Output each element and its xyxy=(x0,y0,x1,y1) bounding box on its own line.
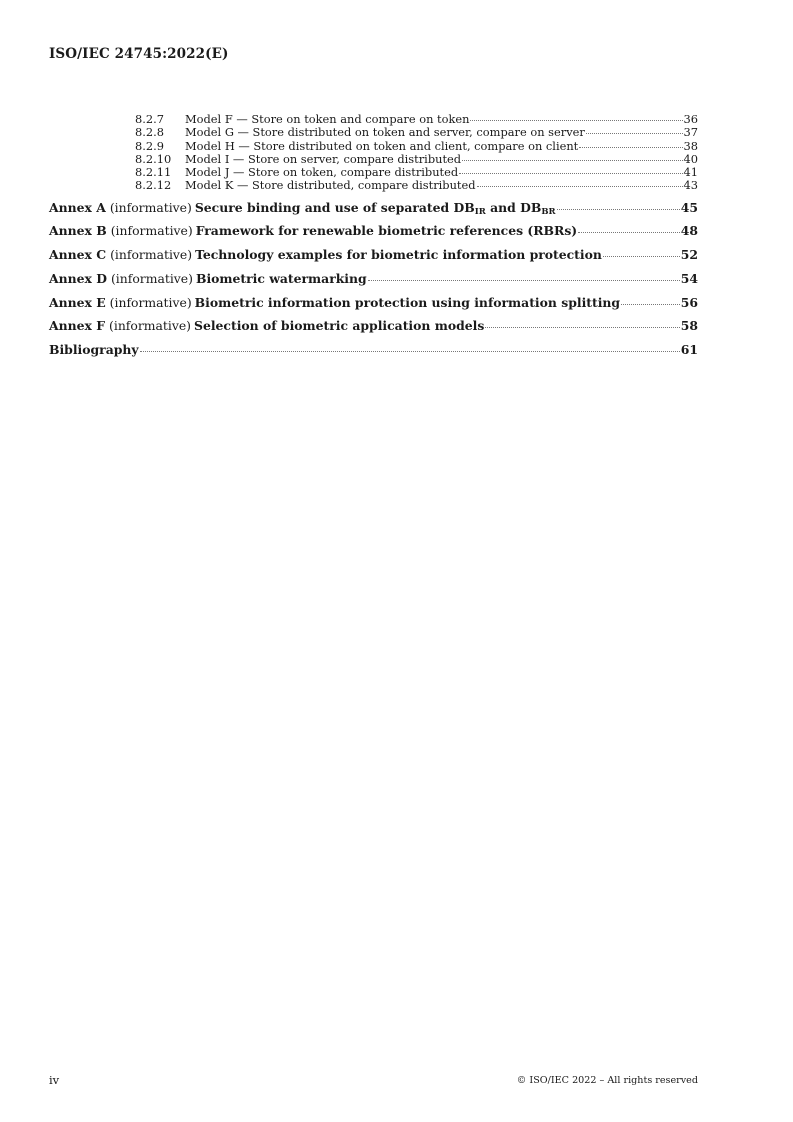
annex-type: (informative) xyxy=(109,318,192,334)
toc-entry-number: 8.2.10 xyxy=(135,151,172,166)
annex-title: Framework for renewable biometric references (RBRs) xyxy=(195,223,578,239)
toc-entry-page: 37 xyxy=(683,125,698,140)
toc-entry-title: Model F — Store on token and compare on token xyxy=(185,112,470,126)
dot-leader xyxy=(140,351,680,352)
bibliography-title: Bibliography xyxy=(49,341,139,357)
annex-label: Annex D xyxy=(49,270,107,286)
dot-leader xyxy=(621,304,680,305)
toc-entry-number: 8.2.7 xyxy=(135,112,164,126)
toc-entry-8-2-12[interactable] xyxy=(49,179,698,192)
table-of-contents xyxy=(49,113,698,362)
annex-type: (informative) xyxy=(110,247,193,263)
toc-entry-number: 8.2.9 xyxy=(135,138,164,153)
document-id-header: ISO/IEC 24745:2022(E) xyxy=(49,46,229,62)
annex-label: Annex B xyxy=(49,223,107,239)
dot-leader xyxy=(485,327,679,328)
toc-bibliography[interactable] xyxy=(49,338,698,362)
toc-entry-title: Model G — Store distributed on token and server, compare on server xyxy=(185,125,585,140)
toc-entry-number: 8.2.8 xyxy=(135,125,164,140)
toc-annex-c[interactable] xyxy=(49,243,698,267)
dot-leader xyxy=(586,133,683,134)
page-number: iv xyxy=(49,1073,60,1087)
annex-page: 56 xyxy=(680,294,698,310)
annex-label: Annex F xyxy=(49,318,106,334)
copyright-notice: © ISO/IEC 2022 – All rights reserved xyxy=(516,1075,698,1086)
toc-annex-d[interactable] xyxy=(49,267,698,291)
dot-leader xyxy=(477,186,683,187)
toc-entry-page: 38 xyxy=(683,138,698,153)
toc-annex-f[interactable] xyxy=(49,314,698,338)
dot-leader xyxy=(557,209,680,210)
dot-leader xyxy=(579,147,682,148)
toc-annex-e[interactable] xyxy=(49,291,698,315)
annex-type: (informative) xyxy=(110,270,193,286)
annex-type: (informative) xyxy=(110,223,193,239)
annex-label: Annex A xyxy=(49,199,106,215)
dot-leader xyxy=(603,256,680,257)
toc-entry-8-2-7[interactable] xyxy=(49,113,698,126)
annex-page: 45 xyxy=(680,199,698,215)
toc-annex-list xyxy=(49,196,698,362)
toc-entry-page: 40 xyxy=(683,151,698,166)
toc-entry-8-2-11[interactable] xyxy=(49,166,698,179)
annex-label: Annex C xyxy=(49,247,107,263)
toc-entry-8-2-8[interactable] xyxy=(49,126,698,139)
bibliography-page: 61 xyxy=(680,341,698,357)
dot-leader xyxy=(459,173,682,174)
annex-title: Biometric watermarking xyxy=(195,270,367,286)
toc-annex-a[interactable] xyxy=(49,196,698,220)
dot-leader xyxy=(470,120,682,121)
toc-entry-8-2-9[interactable] xyxy=(49,140,698,153)
dot-leader xyxy=(368,280,680,281)
annex-title: Technology examples for biometric information protection xyxy=(195,247,602,263)
dot-leader xyxy=(578,232,680,233)
annex-title-subscript: BR xyxy=(541,206,556,217)
annex-title: Selection of biometric application models xyxy=(194,318,485,334)
dot-leader xyxy=(462,160,682,161)
annex-title-part: Secure binding and use of separated DB xyxy=(194,199,475,215)
annex-title: Biometric information protection using information splitting xyxy=(194,294,621,310)
toc-entry-title: Model I — Store on server, compare distributed xyxy=(185,151,462,166)
annex-title xyxy=(195,196,556,220)
toc-entry-page: 36 xyxy=(683,112,698,126)
annex-page: 54 xyxy=(680,270,698,286)
annex-type: (informative) xyxy=(109,294,192,310)
annex-title-part: and DB xyxy=(485,199,542,215)
toc-entry-page: 41 xyxy=(683,165,698,180)
annex-page: 52 xyxy=(680,247,698,263)
toc-entry-title: Model K — Store distributed, compare distributed xyxy=(185,178,476,193)
annex-title-subscript: IR xyxy=(474,206,486,217)
annex-page: 58 xyxy=(680,318,698,334)
toc-entry-page: 43 xyxy=(683,178,698,193)
annex-label: Annex E xyxy=(49,294,106,310)
toc-entry-number: 8.2.12 xyxy=(135,178,172,193)
toc-annex-b[interactable] xyxy=(49,219,698,243)
toc-entry-title: Model H — Store distributed on token and client, compare on client xyxy=(185,138,579,153)
toc-entry-8-2-10[interactable] xyxy=(49,153,698,166)
annex-type: (informative) xyxy=(109,199,192,215)
toc-entry-title: Model J — Store on token, compare distributed xyxy=(185,165,459,180)
toc-entry-number: 8.2.11 xyxy=(135,165,172,180)
annex-page: 48 xyxy=(680,223,698,239)
